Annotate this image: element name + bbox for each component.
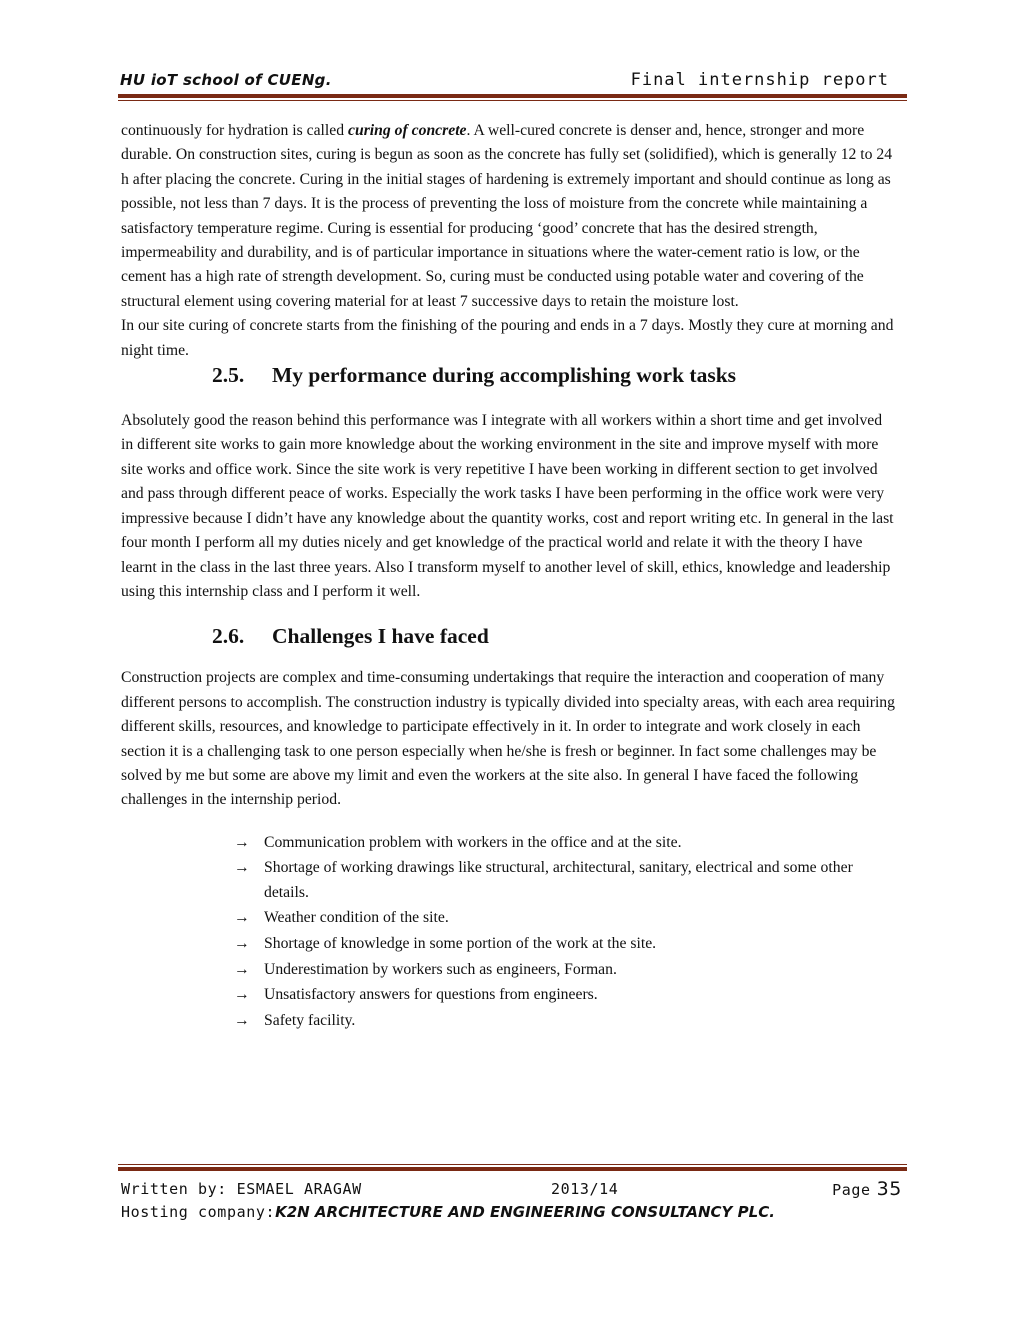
challenges-list (121, 831, 897, 1033)
list-item (121, 983, 897, 1007)
header-rule-thin (118, 100, 907, 101)
arrow-icon: → (234, 986, 250, 1004)
paragraph-performance: Absolutely good the reason behind this performance was I integrate with all workers within a short time and get involved in different site works to gain more knowledge about the working environment in the site and improve myself with more site works and office work. Since the site work is very repetitive I have been working in different section to get involved and pass through different peace of works. Especially the work tasks I have been performing in the office work were very impressive because I didn’t have any knowledge about the quantity works, cost and report writing etc. In general in the last four month I perform all my duties nicely and get knowledge of the practical world and relate it with the theory I have learnt in the class in the last three years. Also I transform myself to another level of skill, ethics, knowledge and leadership using this internship class and I perform it well. (121, 412, 894, 600)
header-rule-thick (118, 94, 907, 98)
page-label: Page (832, 1181, 871, 1199)
footer-page (832, 1178, 902, 1200)
paragraph-challenges: Construction projects are complex and time-consuming undertakings that require the interaction and cooperation of many different persons to accomplish. The construction industry is typically divided into specialty areas, with each area requiring different skills, resources, and knowledge to participate effectively in it. In order to integrate and work closely in each section it is a challenging task to one person especially when he/she is fresh or beginner. In fact some challenges may be solved by me but some are above my limit and even the workers at the site also. In general I have faced the following challenges in the internship period. (121, 669, 895, 809)
list-item-text: Communication problem with workers in the office and at the site. (264, 833, 682, 851)
arrow-icon: → (234, 1011, 250, 1029)
paragraph-curing (121, 119, 897, 314)
section-title: My performance during accomplishing work tasks (272, 363, 737, 388)
list-item-text: Shortage of working drawings like structural, architectural, sanitary, electrical and some other details. (264, 859, 853, 901)
list-item (121, 856, 897, 905)
list-item-text: Shortage of knowledge in some portion of the work at the site. (264, 934, 657, 952)
section-number: 2.6. (212, 624, 245, 649)
list-item-text: Safety facility. (264, 1011, 356, 1029)
header-report-title: Final internship report (630, 70, 889, 90)
footer-line-1 (121, 1178, 906, 1202)
section-heading-2-5 (121, 363, 897, 393)
footer-rule-thin (118, 1164, 907, 1165)
section-number: 2.5. (212, 363, 245, 388)
arrow-icon: → (234, 833, 250, 851)
list-item (121, 1009, 897, 1033)
footer-rule-thick (118, 1167, 907, 1171)
hosting-company: K2N ARCHITECTURE AND ENGINEERING CONSULTANCY PLC. (275, 1203, 775, 1221)
list-item (121, 932, 897, 956)
section-heading-2-6 (121, 624, 897, 654)
header-school-name: HU ioT school of CUENg. (120, 71, 332, 89)
list-item-text: Unsatisfactory answers for questions from engineers. (264, 986, 598, 1004)
list-item-text: Weather condition of the site. (264, 909, 449, 927)
document-body (121, 119, 897, 1034)
list-item (121, 958, 897, 982)
paragraph-curing-text-end: . A well-cured concrete is denser and, hence, stronger and more durable. On construction sites, curing is begun as soon as the concrete has fully set (solidified), which is generally 12 to 24 h after placing the concrete. Curing in the initial stages of hardening is extremely important and should continue as long as possible, not less than 7 days. It is the process of preventing the loss of moisture from the concrete while maintaining a satisfactory temperature regime. Curing is essential for producing ‘good’ concrete that has the desired strength, impermeability and durability, and is of particular importance in situations where the water-cement ratio is low, or the cement has a high rate of strength development. So, curing must be conducted using potable water and covering of the structural element using covering material for at least 7 successive days to retain the moisture lost. (121, 122, 893, 310)
page-number: 35 (876, 1178, 902, 1200)
section-title: Challenges I have faced (272, 624, 489, 649)
paragraph-curing-text-start: continuously for hydration is called (121, 122, 348, 139)
arrow-icon: → (234, 909, 250, 927)
list-item (121, 831, 897, 855)
footer-author: Written by: ESMAEL ARAGAW (121, 1180, 362, 1198)
list-item (121, 906, 897, 930)
footer-year: 2013/14 (551, 1180, 619, 1198)
hosting-label: Hosting company: (121, 1203, 276, 1221)
term-curing-of-concrete: curing of concrete (348, 122, 467, 139)
list-item-text: Underestimation by workers such as engineers, Forman. (264, 960, 617, 978)
arrow-icon: → (234, 859, 250, 877)
arrow-icon: → (234, 960, 250, 978)
arrow-icon: → (234, 934, 250, 952)
footer-line-2 (121, 1203, 775, 1221)
paragraph-site-curing: In our site curing of concrete starts from the finishing of the pouring and ends in a 7 days. Mostly they cure at morning and night time. (121, 317, 894, 359)
